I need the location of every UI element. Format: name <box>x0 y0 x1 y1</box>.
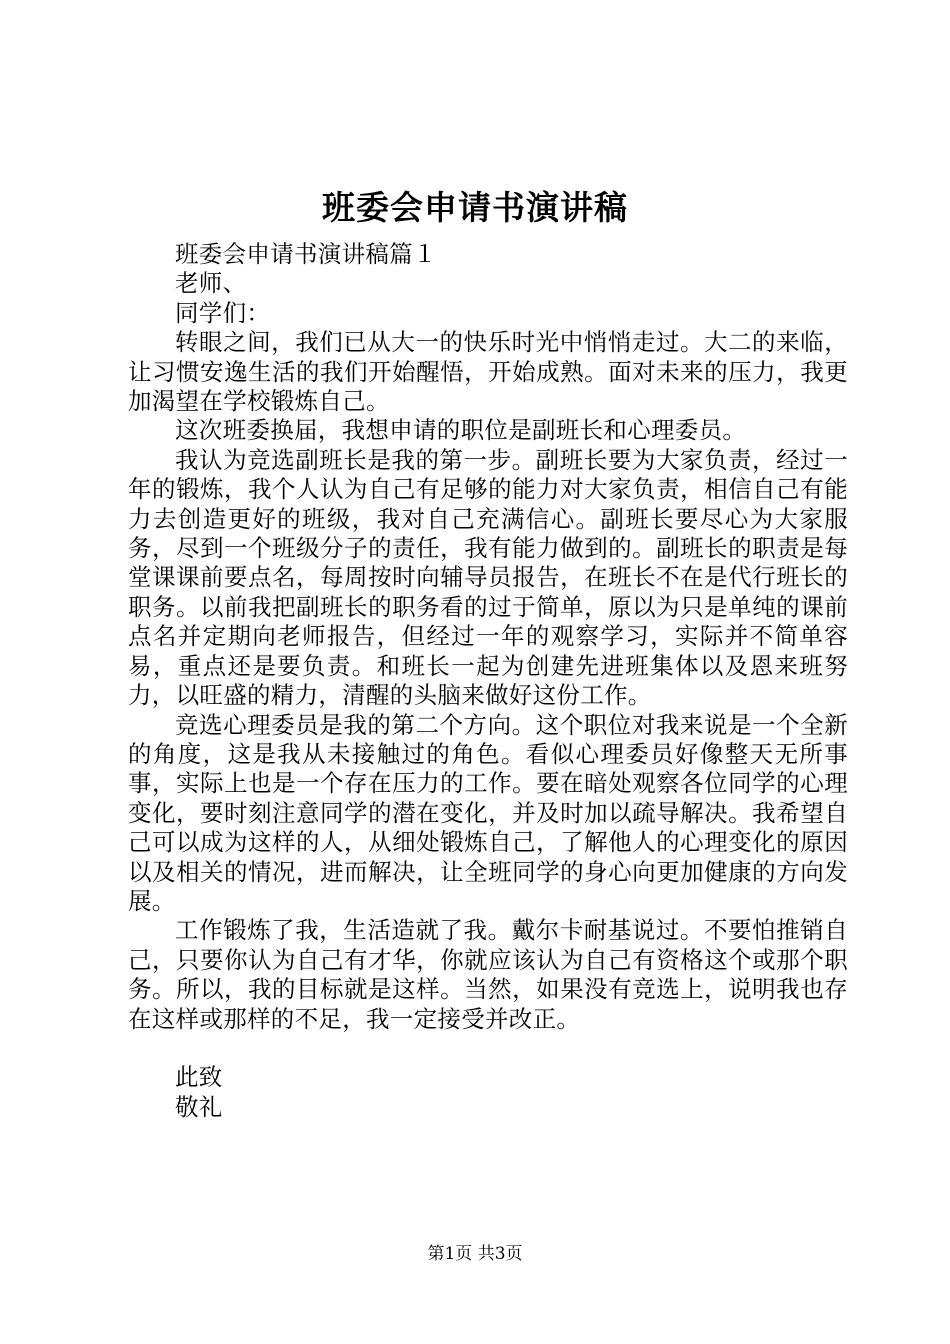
closing-line: 敬礼 <box>175 1092 223 1121</box>
salutation-line: 老师、 <box>175 269 247 298</box>
closing-line: 此致 <box>175 1063 223 1092</box>
body-paragraph: 竞选心理委员是我的第二个方向。这个职位对我来说是一个全新的角度，这是我从未接触过的角色。看似心理委员好像整天无所事事，实际上也是一个存在压力的工作。要在暗处观察各位同学的心理变化，要时刻注意同学的潜在变化，并及时加以疏导解决。我希望自己可以成为这样的人，从细处锻炼自己，了解他人的心理变化的原因以及相关的情况，进而解决，让全班同学的身心向更加健康的方向发展。 <box>128 710 848 915</box>
body-paragraph: 转眼之间，我们已从大一的快乐时光中悄悄走过。大二的来临，让习惯安逸生活的我们开始醒悟，开始成熟。面对未来的压力，我更加渴望在学校锻炼自己。 <box>128 328 848 416</box>
page-title: 班委会申请书演讲稿 <box>322 188 628 227</box>
body-paragraph: 我认为竞选副班长是我的第一步。副班长要为大家负责，经过一年的锻炼，我个人认为自己有足够的能力对大家负责，相信自己有能力去创造更好的班级，我对自己充满信心。副班长要尽心为大家服务，尽到一个班级分子的责任，我有能力做到的。副班长的职责是每堂课课前要点名，每周按时向辅导员报告，在班长不在是代行班长的职务。以前我把副班长的职务看的过于简单，原以为只是单纯的课前点名并定期向老师报告，但经过一年的观察学习，实际并不简单容易，重点还是要负责。和班长一起为创建先进班集体以及恩来班努力，以旺盛的精力，清醒的头脑来做好这份工作。 <box>128 445 848 710</box>
document-subtitle: 班委会申请书演讲稿篇１ <box>175 240 437 268</box>
salutation-line: 同学们： <box>175 298 271 327</box>
body-paragraph: 这次班委换届，我想申请的职位是副班长和心理委员。 <box>175 416 747 445</box>
document-body <box>128 240 848 1122</box>
blank-line <box>128 1034 848 1063</box>
page-number: 第1页 共3页 <box>427 1244 523 1264</box>
body-paragraph: 工作锻炼了我，生活造就了我。戴尔卡耐基说过。不要怕推销自己，只要你认为自己有才华，你就应该认为自己有资格这个或那个职务。所以，我的目标就是这样。当然，如果没有竞选上，说明我也存在这样或那样的不足，我一定接受并改正。 <box>128 916 848 1033</box>
